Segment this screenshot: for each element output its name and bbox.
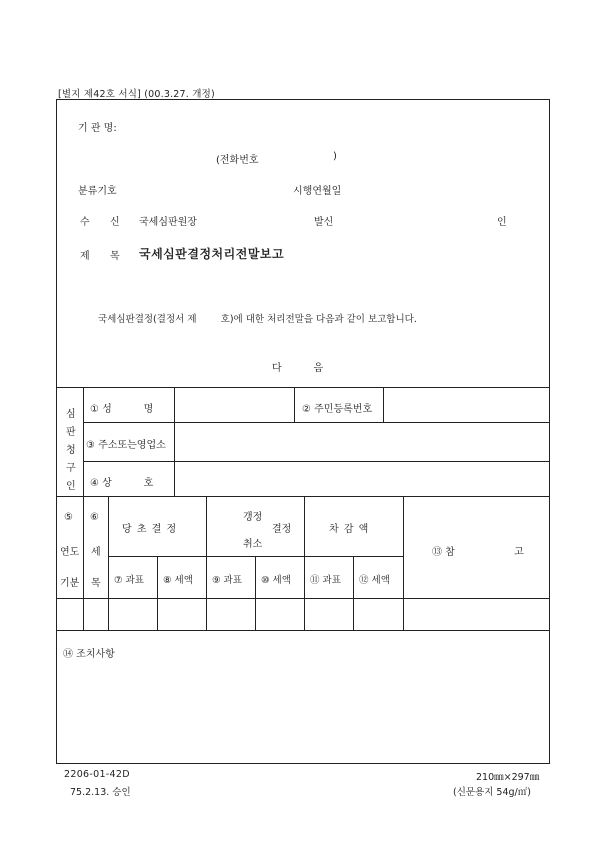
tax-item-column-label-2: 목 [91,578,101,589]
next-label: 다 음 [272,363,324,374]
subject-label-2: 목 [110,251,120,262]
sub-header-8: ⑧ 세액 [163,575,193,586]
divider [353,556,354,631]
divider [108,496,109,631]
divider [304,496,305,631]
claimant-side-char: 청 [66,445,76,456]
classification-label: 분류기호 [78,186,117,197]
divider [294,387,295,422]
claimant-side-char: 인 [66,481,76,492]
phone-close: ) [333,151,337,162]
year-column-label: 연도 [60,547,80,558]
year-column-number: ⑤ [64,512,73,523]
sub-header-10: ⑩ 세액 [261,575,291,586]
claimant-side-char: 구 [66,463,76,474]
paper-type: (신문용지 54g/㎡) [453,787,531,798]
recipient-label-2: 신 [110,217,120,228]
claimant-side-char: 판 [66,427,76,438]
divider [56,496,550,497]
paper-size: 210㎜×297㎜ [476,772,540,783]
sender-label: 발신 [314,217,334,228]
address-label: ③ 주소또는영업소 [86,440,166,451]
approval-date: 75.2.13. 승인 [70,787,131,798]
sub-header-7: ⑦ 과표 [114,575,144,586]
initial-decision-header: 당 초 결 정 [122,524,178,535]
correction-header-top: 갱정 [243,512,263,523]
reference-header: ⑬ 참 [432,547,455,558]
divider [56,387,550,388]
subject-label-1: 제 [80,251,90,262]
phone-label: (전화번호 [216,155,259,166]
divider [83,496,84,631]
trade-name-label: ④ 상 호 [90,478,154,489]
recipient-value: 국세심판원장 [139,217,197,228]
tax-item-column-number: ⑥ [90,512,99,523]
divider [255,556,256,631]
divider [83,461,550,462]
subject-value: 국세심판결정처리전말보고 [139,247,285,261]
reference-header-2: 고 [514,547,524,558]
report-body-text: 국세심판결정(결정서 제 호)에 대한 처리전말을 다음과 같이 보고합니다. [98,314,417,325]
divider [174,387,175,496]
divider [83,387,84,496]
recipient-label-1: 수 [80,217,90,228]
form-frame [56,99,550,764]
correction-header-bottom: 취소 [243,539,263,550]
divider [83,422,550,423]
date-label: 시행연월일 [293,186,342,197]
divider [157,556,158,631]
divider [383,387,384,422]
tax-item-column-label-1: 세 [91,547,101,558]
sub-header-11: ⑪ 과표 [310,575,341,586]
agency-label: 기 관 명: [78,123,117,134]
correction-header-mid: 결정 [272,524,292,535]
name-label: ① 성 명 [90,404,154,415]
period-column-label: 기분 [60,578,80,589]
form-code: 2206-01-42D [64,769,130,780]
claimant-side-char: 심 [66,409,76,420]
action-taken-label: ⑭ 조치사항 [63,649,115,660]
divider [403,496,404,631]
divider [206,496,207,631]
seal-label: 인 [497,217,507,228]
id-number-label: ② 주민등록번호 [302,404,373,415]
sub-header-9: ⑨ 과표 [212,575,242,586]
form-number: [별지 제42호 서식] (00.3.27. 개정) [58,89,215,100]
divider [56,630,550,631]
difference-header: 차 감 액 [329,524,370,535]
divider [56,598,550,599]
sub-header-12: ⑫ 세액 [359,575,390,586]
